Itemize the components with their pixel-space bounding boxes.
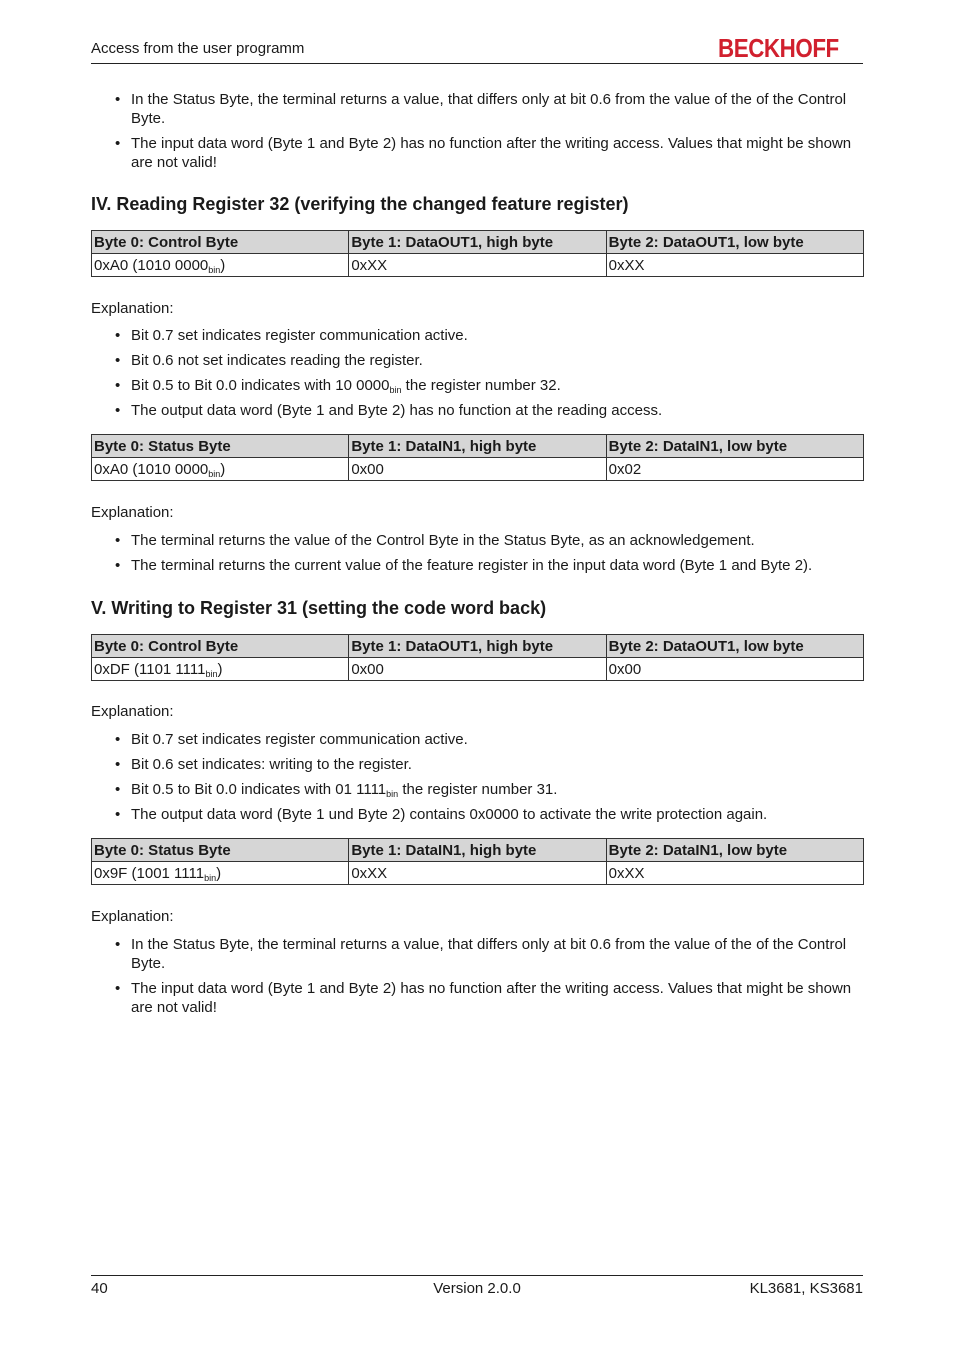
document-version: Version 2.0.0 — [433, 1280, 521, 1297]
explanation-bullet-list — [91, 531, 863, 581]
section-heading-v: V. Writing to Register 31 (setting the code word back) — [91, 598, 547, 618]
table-header-cell: Byte 2: DataIN1, low byte — [606, 839, 863, 862]
list-item: • Bit 0.6 set indicates: writing to the register. — [91, 755, 863, 774]
table-row — [92, 254, 864, 277]
explanation-label: Explanation: — [91, 703, 174, 720]
table-cell: 0x00 — [349, 458, 606, 481]
product-name: KL3681, KS3681 — [749, 1280, 863, 1297]
table-header-cell: Byte 1: DataOUT1, high byte — [349, 635, 606, 658]
table-header-cell: Byte 1: DataIN1, high byte — [349, 839, 606, 862]
table-row — [92, 658, 864, 681]
list-item: • Bit 0.5 to Bit 0.0 indicates with 01 $1111_{bin}$ the register number 31. — [91, 780, 863, 799]
list-item: • The input data word (Byte 1 and Byte 2) has no function after the writing access. Values that might be shown are not valid! — [91, 134, 863, 172]
list-item: • Bit 0.7 set indicates register communication active. — [91, 326, 863, 345]
table-cell: 0xXX — [349, 254, 606, 277]
header-divider — [91, 63, 863, 64]
register-table — [91, 434, 864, 481]
list-item: • The output data word (Byte 1 and Byte 2) has no function at the reading access. — [91, 401, 863, 420]
table-header-cell: Byte 2: DataOUT1, low byte — [606, 635, 863, 658]
list-item: • The terminal returns the value of the Control Byte in the Status Byte, as an acknowledgement. — [91, 531, 863, 550]
list-item: • The output data word (Byte 1 und Byte 2) contains 0x0000 to activate the write protection again. — [91, 805, 863, 824]
explanation-bullet-list — [91, 326, 863, 426]
page-header-title: Access from the user programm — [91, 40, 305, 57]
table-cell: 0x9F (1001 $1111_{bin}$) — [92, 862, 349, 885]
section-heading-iv: IV. Reading Register 32 (verifying the changed feature register) — [91, 194, 629, 214]
beckhoff-logo: BECKHOFF — [718, 33, 839, 63]
table-header-cell: Byte 1: DataIN1, high byte — [349, 435, 606, 458]
table-cell: 0xXX — [349, 862, 606, 885]
table-cell: 0x00 — [606, 658, 863, 681]
list-item: • In the Status Byte, the terminal returns a value, that differs only at bit 0.6 from the value of the of the Control Byte. — [91, 90, 863, 128]
table-header-cell: Byte 0: Control Byte — [92, 635, 349, 658]
table-cell: 0x00 — [349, 658, 606, 681]
table-cell: 0xXX — [606, 862, 863, 885]
table-cell: 0xDF (1101 $1111_{bin}$) — [92, 658, 349, 681]
table-header-cell: Byte 2: DataOUT1, low byte — [606, 231, 863, 254]
list-item: • Bit 0.6 not set indicates reading the register. — [91, 351, 863, 370]
register-table — [91, 230, 864, 277]
table-cell: 0xXX — [606, 254, 863, 277]
table-cell: 0xA0 (1010 $0000_{bin}$) — [92, 254, 349, 277]
explanation-label: Explanation: — [91, 300, 174, 317]
page-number: 40 — [91, 1280, 108, 1297]
table-cell: 0xA0 (1010 $0000_{bin}$) — [92, 458, 349, 481]
table-header-cell: Byte 1: DataOUT1, high byte — [349, 231, 606, 254]
register-table — [91, 634, 864, 681]
list-item: • In the Status Byte, the terminal returns a value, that differs only at bit 0.6 from the value of the of the Control Byte. — [91, 935, 863, 973]
list-item: • Bit 0.5 to Bit 0.0 indicates with 10 $0000_{bin}$ the register number 32. — [91, 376, 863, 395]
explanation-label: Explanation: — [91, 504, 174, 521]
list-item: • Bit 0.7 set indicates register communication active. — [91, 730, 863, 749]
intro-bullet-list — [91, 90, 863, 178]
footer-divider — [91, 1275, 863, 1276]
register-table — [91, 838, 864, 885]
explanation-bullet-list — [91, 730, 863, 830]
table-header-cell: Byte 2: DataIN1, low byte — [606, 435, 863, 458]
table-header-cell: Byte 0: Control Byte — [92, 231, 349, 254]
table-row — [92, 862, 864, 885]
explanation-bullet-list — [91, 935, 863, 1023]
table-row — [92, 458, 864, 481]
list-item: • The input data word (Byte 1 and Byte 2) has no function after the writing access. Values that might be shown are not valid! — [91, 979, 863, 1017]
table-cell: 0x02 — [606, 458, 863, 481]
table-header-cell: Byte 0: Status Byte — [92, 435, 349, 458]
list-item: • The terminal returns the current value of the feature register in the input data word (Byte 1 and Byte 2). — [91, 556, 863, 575]
explanation-label: Explanation: — [91, 908, 174, 925]
table-header-cell: Byte 0: Status Byte — [92, 839, 349, 862]
